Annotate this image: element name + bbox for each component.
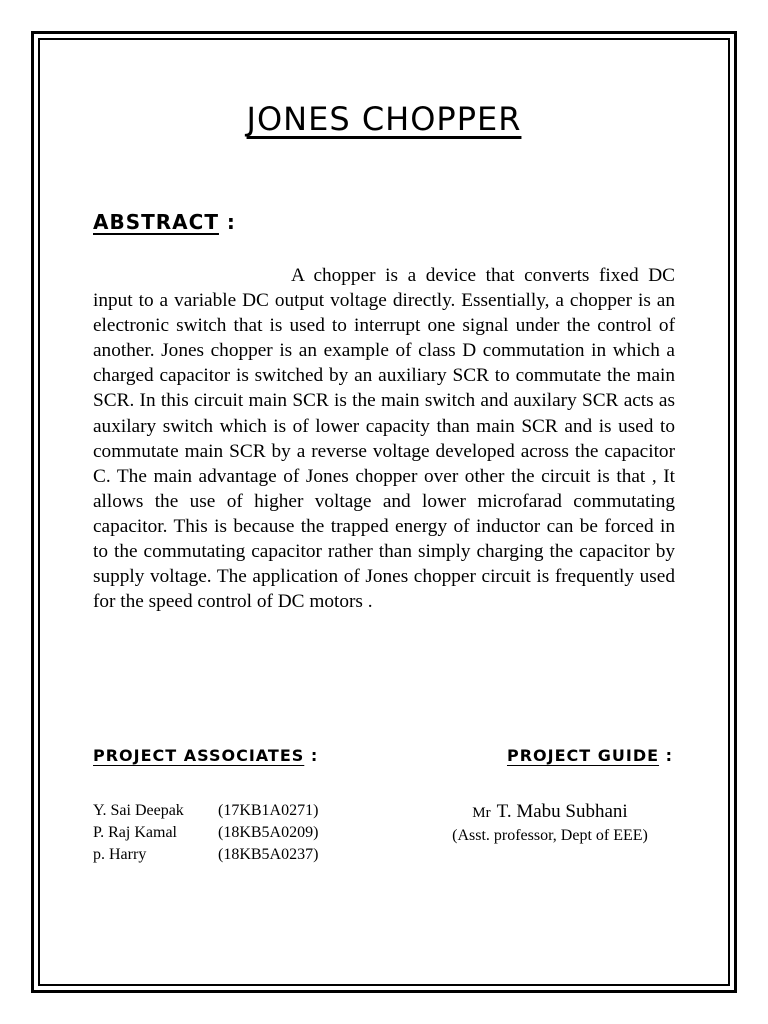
associate-row	[93, 844, 383, 866]
associate-name: p. Harry	[93, 846, 147, 863]
guide-role: (Asst. professor, Dept of EEE)	[452, 827, 648, 844]
associate-id: (18KB5A0209)	[218, 824, 319, 841]
associates-heading-colon: :	[304, 746, 319, 765]
abstract-heading	[93, 210, 236, 234]
abstract-heading-text: ABSTRACT	[93, 210, 219, 234]
associate-id: (17KB1A0271)	[218, 802, 319, 819]
guide-name: T. Mabu Subhani	[496, 801, 628, 822]
associate-row	[93, 822, 383, 844]
guide-block	[410, 800, 690, 847]
guide-name-line	[410, 800, 690, 825]
abstract-heading-colon: :	[218, 210, 236, 234]
guide-heading-text: PROJECT GUIDE	[506, 746, 660, 765]
associate-name: P. Raj Kamal	[93, 824, 177, 841]
associate-row	[93, 800, 383, 822]
associate-name: Y. Sai Deepak	[93, 802, 184, 819]
guide-heading-colon: :	[659, 746, 673, 765]
associates-list	[93, 800, 383, 866]
associate-id: (18KB5A0237)	[218, 846, 319, 863]
abstract-body: A chopper is a device that converts fixed DC input to a variable DC output voltage directly. Essentially, a chopper is an electronic switch that is used to interrupt one signal under the control of another. Jones chopper is an example of class D commutation in which a charged capacitor is switched by an auxiliary SCR to commutate the main SCR. In this circuit main SCR is the main switch and auxilary SCR acts as auxilary switch which is of lower capacity than main SCR and is used to commutate main SCR by a reverse voltage developed across the capacitor C. The main advantage of Jones chopper over other the circuit is that , It allows the use of higher voltage and lower microfarad commutating capacitor. This is because the trapped energy of inductor can be forced in to the commutating capacitor rather than simply charging the capacitor by supply voltage. The application of Jones chopper circuit is frequently used for the speed control of DC motors .	[93, 265, 675, 613]
guide-heading	[507, 746, 673, 765]
guide-prefix: Mr	[472, 805, 491, 821]
associates-heading	[93, 746, 318, 765]
associates-heading-text: PROJECT ASSOCIATES	[93, 746, 305, 765]
document-title: JONES CHOPPER	[246, 100, 522, 138]
